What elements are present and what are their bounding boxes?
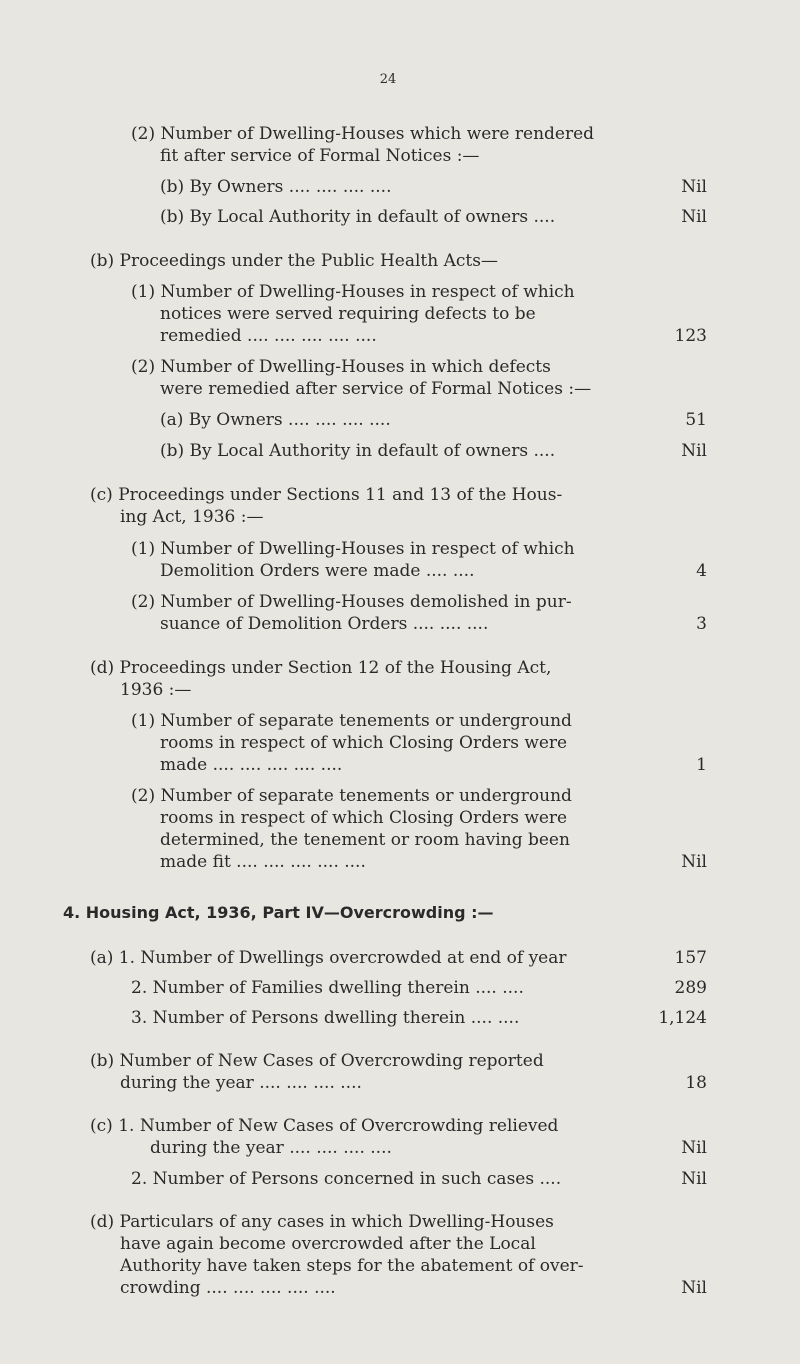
text-line: 2. Number of Families dwelling therein .... .... [131, 978, 524, 998]
text-line: rooms in respect of which Closing Orders were [160, 808, 568, 828]
value: Nil [681, 1169, 707, 1189]
text-line: 1936 :— [120, 680, 192, 700]
text-line: (b) Number of New Cases of Overcrowding reported [90, 1051, 544, 1071]
text-line: were remedied after service of Formal Notices :— [160, 379, 592, 399]
value: 18 [685, 1073, 707, 1093]
value: Nil [681, 177, 707, 197]
value: 157 [674, 948, 707, 968]
text-line: determined, the tenement or room having been [160, 830, 570, 850]
section-title: 4. Housing Act, 1936, Part IV—Overcrowding :— [63, 903, 494, 922]
text-line: Authority have taken steps for the abatement of over- [120, 1256, 584, 1276]
text-line: 3. Number of Persons dwelling therein .... .... [131, 1008, 520, 1028]
text-line: 2. Number of Persons concerned in such cases .... [131, 1169, 562, 1189]
value: 1,124 [658, 1008, 707, 1028]
text-line: fit after service of Formal Notices :— [160, 146, 480, 166]
page-number: 24 [379, 72, 397, 87]
text-line: (a) 1. Number of Dwellings overcrowded at end of year [90, 948, 567, 968]
text-line: (1) Number of Dwelling-Houses in respect of which [131, 282, 575, 302]
text-line: made fit .... .... .... .... .... [160, 852, 366, 872]
value: 123 [674, 326, 707, 346]
text-line: (d) Particulars of any cases in which Dwelling-Houses [90, 1212, 554, 1232]
value: Nil [681, 441, 707, 461]
text-line: (1) Number of separate tenements or underground [131, 711, 572, 731]
text-line: rooms in respect of which Closing Orders were [160, 733, 568, 753]
text-line: (2) Number of Dwelling-Houses in which defects [131, 357, 551, 377]
text-line: (2) Number of Dwelling-Houses demolished in pur- [131, 592, 572, 612]
section-heading: (c) Proceedings under Sections 11 and 13 of the Hous- [90, 485, 563, 505]
value: Nil [681, 1138, 707, 1158]
text-line: have again become overcrowded after the Local [120, 1234, 536, 1254]
text-line: made .... .... .... .... .... [160, 755, 343, 775]
value: 4 [696, 561, 707, 581]
text-line: (c) 1. Number of New Cases of Overcrowding relieved [90, 1116, 559, 1136]
value: 1 [696, 755, 707, 775]
text-line: (b) By Owners .... .... .... .... [160, 177, 392, 197]
section-heading: (b) Proceedings under the Public Health Acts— [90, 251, 498, 271]
text-line: (2) Number of separate tenements or underground [131, 786, 572, 806]
text-line: (2) Number of Dwelling-Houses which were rendered [131, 124, 595, 144]
value: 289 [674, 978, 707, 998]
value: 3 [696, 614, 707, 634]
value: Nil [681, 852, 707, 872]
text-line: during the year .... .... .... .... [150, 1138, 392, 1158]
text-line: (a) By Owners .... .... .... .... [160, 410, 391, 430]
text-line: (b) By Local Authority in default of owners .... [160, 441, 556, 461]
text-line: crowding .... .... .... .... .... [120, 1278, 336, 1298]
value: Nil [681, 1278, 707, 1298]
value: 51 [685, 410, 707, 430]
text-line: (1) Number of Dwelling-Houses in respect of which [131, 539, 575, 559]
text-line: (b) By Local Authority in default of owners .... [160, 207, 556, 227]
text-line: suance of Demolition Orders .... .... .... [160, 614, 489, 634]
text-line: notices were served requiring defects to be [160, 304, 536, 324]
section-heading: (d) Proceedings under Section 12 of the Housing Act, [90, 658, 552, 678]
value: Nil [681, 207, 707, 227]
text-line: during the year .... .... .... .... [120, 1073, 362, 1093]
text-line: ing Act, 1936 :— [120, 507, 264, 527]
text-line: Demolition Orders were made .... .... [160, 561, 475, 581]
text-line: remedied .... .... .... .... .... [160, 326, 377, 346]
